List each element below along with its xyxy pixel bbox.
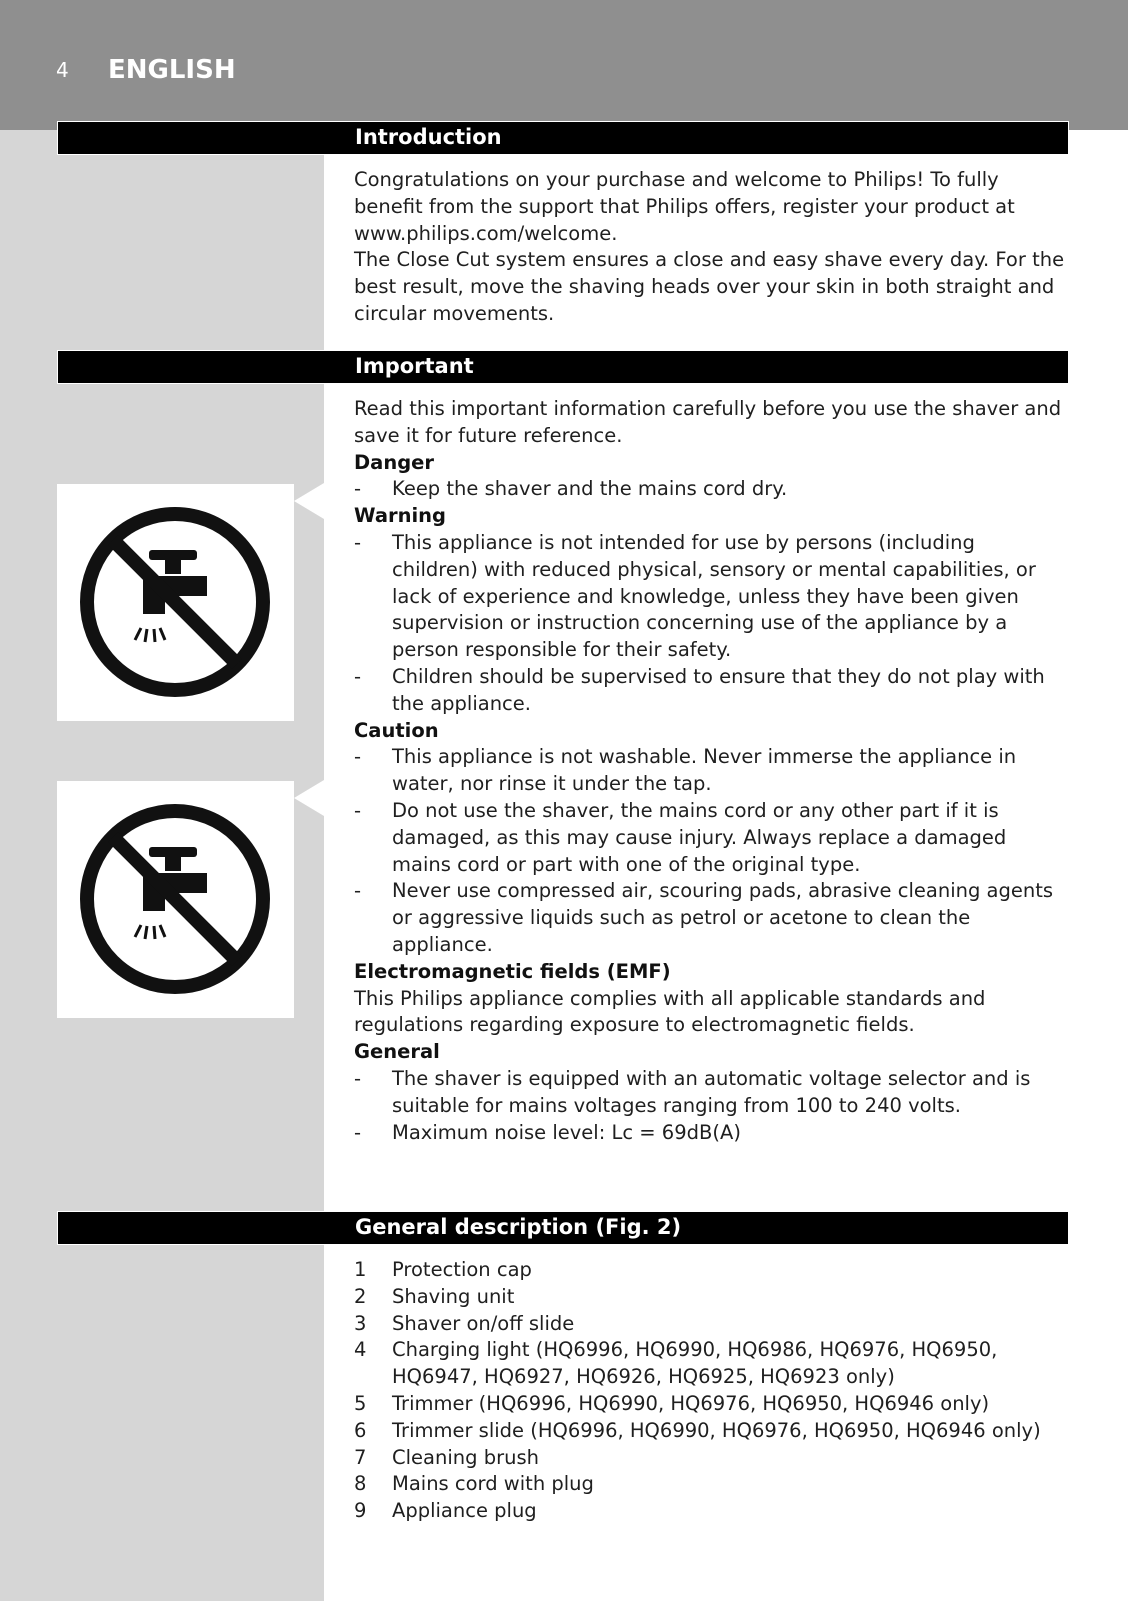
callout-pointer [294, 780, 324, 816]
list-item: - This appliance is not intended for use by persons (including children) with reduced physical, sensory or mental capabilities, or lack of experience and knowledge, unless they have been given supervision or instruction concerning use of the appliance by a person responsible for their safety. [354, 530, 1036, 662]
section-bar-general-description [57, 1211, 1069, 1245]
no-water-tap-icon [57, 484, 294, 721]
danger-list [354, 476, 1066, 503]
paragraph: This Philips appliance complies with all applicable standards and regulations regarding exposure to electromagnetic fields. [354, 986, 986, 1037]
list-marker: - [354, 745, 362, 769]
callout-pointer [294, 483, 324, 519]
list-item: 7 Cleaning brush [354, 1445, 539, 1469]
general-description-body [354, 1257, 1066, 1525]
heading-emf: Electromagnetic fields (EMF) [354, 959, 671, 983]
list-item: - Never use compressed air, scouring pads, abrasive cleaning agents or aggressive liquids such as petrol or acetone to clean the appliance. [354, 879, 1054, 956]
heading-caution: Caution [354, 718, 439, 742]
section-title: Introduction [355, 125, 502, 149]
list-item: - Children should be supervised to ensure that they do not play with the appliance. [354, 664, 1045, 715]
heading-general: General [354, 1040, 440, 1064]
list-item: 6 Trimmer slide (HQ6996, HQ6990, HQ6976, HQ6950, HQ6946 only) [354, 1418, 1041, 1442]
section-bar-introduction [57, 121, 1069, 155]
heading-danger: Danger [354, 450, 435, 474]
list-marker: - [354, 664, 362, 688]
list-item: 5 Trimmer (HQ6996, HQ6990, HQ6976, HQ6950, HQ6946 only) [354, 1391, 990, 1415]
heading-warning: Warning [354, 504, 446, 528]
list-item: 2 Shaving unit [354, 1284, 515, 1308]
list-item: 1 Protection cap [354, 1258, 532, 1281]
list-item: 3 Shaver on/off slide [354, 1311, 575, 1335]
list-marker: - [354, 1120, 362, 1144]
introduction-body [354, 167, 1066, 328]
list-marker: - [354, 879, 362, 903]
page-number: 4 [56, 58, 69, 82]
paragraph: Congratulations on your purchase and welcome to Philips! To fully benefit from the support that Philips offers, register your product at www.philips.com/welcome. [354, 168, 1015, 245]
list-item: - The shaver is equipped with an automatic voltage selector and is suitable for mains voltages ranging from 100 to 240 volts. [354, 1066, 1031, 1117]
general-list [354, 1066, 1066, 1146]
list-item: - Maximum noise level: Lc = 69dB(A) [354, 1120, 1066, 1147]
no-water-tap-icon [57, 781, 294, 1018]
caution-list [354, 744, 1066, 958]
paragraph: Read this important information carefully before you use the shaver and save it for future reference. [354, 397, 1062, 447]
section-bar-important [57, 350, 1069, 384]
list-marker: - [354, 798, 362, 822]
language-title: ENGLISH [108, 55, 236, 85]
paragraph: The Close Cut system ensures a close and easy shave every day. For the best result, move the shaving heads over your skin in both straight and circular movements. [354, 248, 1065, 325]
list-item: 8 Mains cord with plug [354, 1472, 594, 1496]
list-marker: - [354, 530, 362, 554]
list-item: - Do not use the shaver, the mains cord or any other part if it is damaged, as this may cause injury. Always replace a damaged mains cord or part with one of the original type. [354, 798, 1007, 876]
list-item: 4 Charging light (HQ6996, HQ6990, HQ6986, HQ6976, HQ6950, HQ6947, HQ6927, HQ6926, HQ6925, HQ6923 only) [354, 1338, 998, 1389]
list-item: - This appliance is not washable. Never immerse the appliance in water, nor rinse it under the tap. [354, 745, 1017, 796]
list-item: 9 Appliance plug [354, 1499, 537, 1523]
section-title: Important [355, 354, 474, 378]
warning-list [354, 530, 1066, 718]
section-title: General description (Fig. 2) [355, 1215, 682, 1239]
list-item: - Keep the shaver and the mains cord dry. [354, 476, 1066, 503]
list-marker: - [354, 1066, 362, 1090]
parts-list [354, 1257, 1066, 1525]
important-body [354, 396, 1066, 1146]
list-marker: - [354, 477, 362, 501]
